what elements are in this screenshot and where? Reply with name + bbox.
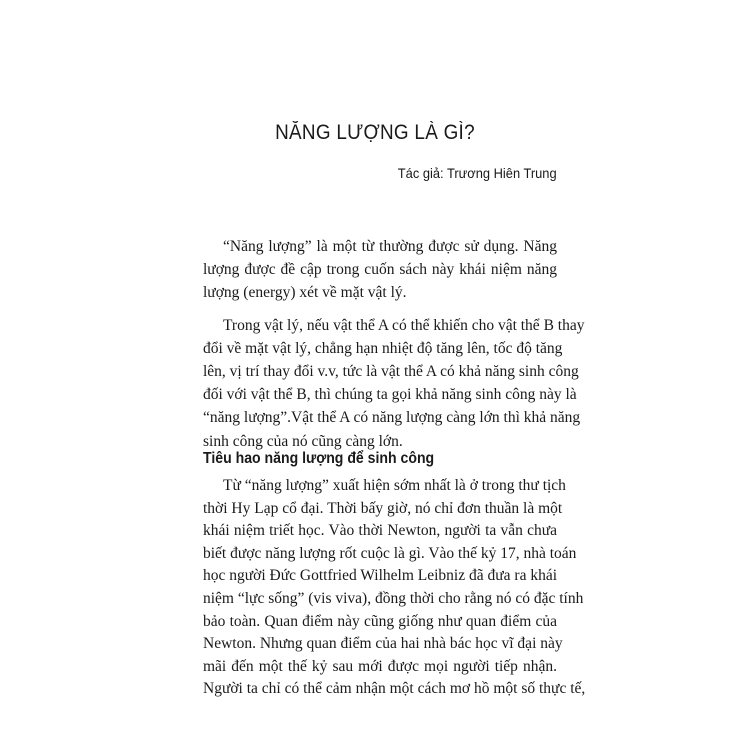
- paragraph-line: đổi về mặt vật lý, chẳng hạn nhiệt độ tăng lên, tốc độ tăng: [203, 339, 563, 357]
- paragraph-line: thời Hy Lạp cổ đại. Thời bấy giờ, nó chỉ đơn thuần là một: [203, 499, 563, 517]
- author-line: Tác giả: Trương Hiên Trung: [398, 165, 557, 181]
- paragraph-line: lên, vị trí thay đổi v.v, tức là vật thể A có khả năng sinh công: [203, 363, 579, 380]
- page-title: NĂNG LƯỢNG LÀ GÌ?: [275, 121, 475, 144]
- paragraph-line: lượng được đề cập trong cuốn sách này khái niệm năng: [203, 261, 557, 279]
- paragraph-line: lượng (energy) xét về mặt vật lý.: [203, 284, 407, 302]
- paragraph-line: “Năng lượng” là một từ thường được sử dụng. Năng: [223, 238, 557, 255]
- paragraph-line: mãi đến một thế kỷ sau mới được mọi người tiếp nhận.: [203, 657, 557, 675]
- paragraph-line: khái niệm triết học. Vào thời Newton, người ta vẫn chưa: [203, 522, 557, 540]
- paragraph-line: Trong vật lý, nếu vật thể A có thể khiến cho vật thể B thay: [223, 316, 585, 334]
- paragraph-line: Người ta chỉ có thể cảm nhận một cách mơ hồ một số thực tế,: [203, 680, 586, 698]
- paragraph-line: học người Đức Gottfried Wilhelm Leibniz đã đưa ra khái: [203, 567, 558, 585]
- paragraph-line: “năng lượng”.Vật thể A có năng lượng càng lớn thì khả năng: [203, 409, 581, 427]
- paragraph-line: Newton. Nhưng quan điểm của hai nhà bác học vĩ đại này: [203, 635, 563, 653]
- section-heading: Tiêu hao năng lượng để sinh công: [203, 450, 435, 467]
- paragraph-line: niệm “lực sống” (vis viva), đồng thời cho rằng nó có đặc tính: [203, 590, 584, 607]
- paragraph-line: biết được năng lượng rốt cuộc là gì. Vào thế kỷ 17, nhà toán: [203, 544, 577, 562]
- paragraph-line: Từ “năng lượng” xuất hiện sớm nhất là ở trong thư tịch: [223, 477, 566, 494]
- paragraph-line: bảo toàn. Quan điểm này cũng giống như quan điểm của: [203, 612, 557, 630]
- paragraph-line: sinh công của nó cũng càng lớn.: [203, 432, 403, 450]
- paragraph-line: đối với vật thể B, thì chúng ta gọi khả năng sinh công này là: [203, 386, 577, 404]
